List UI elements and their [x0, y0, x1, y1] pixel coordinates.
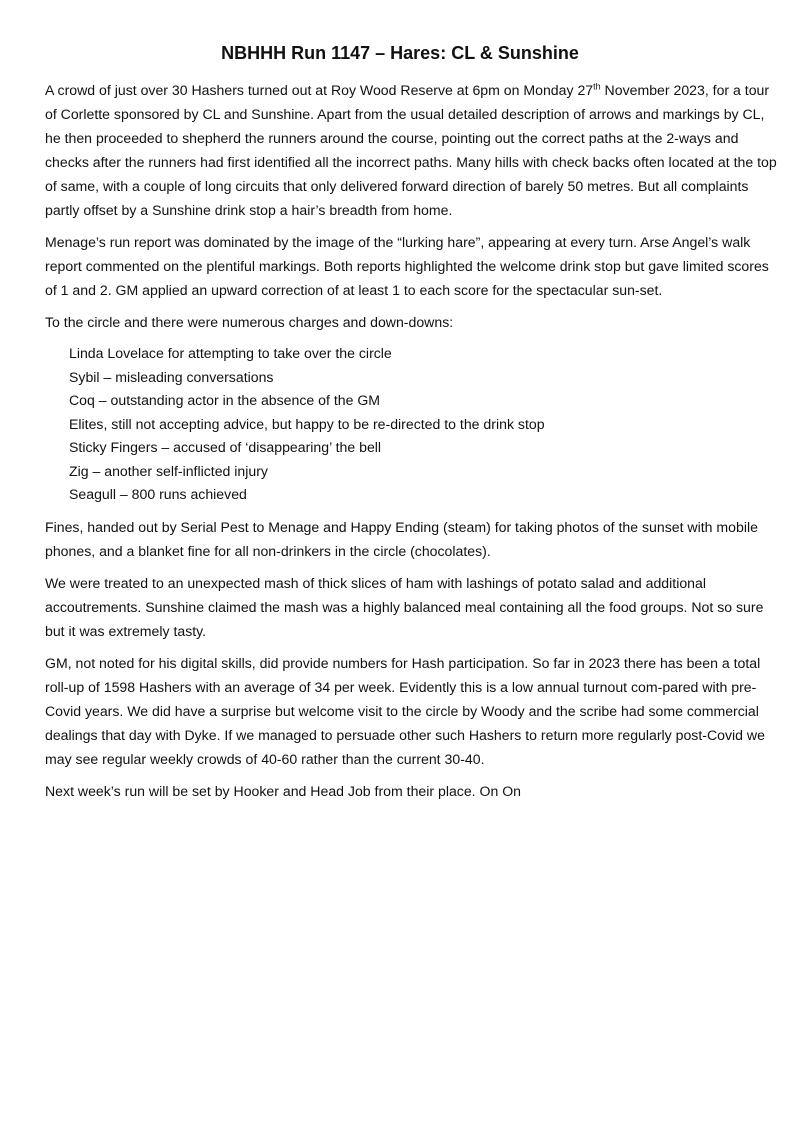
list-item: Seagull – 800 runs achieved	[69, 486, 247, 502]
circle-intro: To the circle and there were numerous charges and down-downs:	[45, 314, 454, 330]
paragraph-run-description	[45, 78, 780, 222]
charges-list	[45, 342, 780, 507]
list-item: Zig – another self-inflicted injury	[69, 462, 268, 479]
paragraph-fines: Fines, handed out by Serial Pest to Menage and Happy Ending (steam) for taking photos of the sunset with mobile phones, and a blanket fine for all non-drinkers in the circle (chocolates).	[45, 518, 758, 559]
document-body	[45, 78, 780, 803]
paragraph-next-run: Next week’s run will be set by Hooker and Head Job from their place. On On	[45, 782, 522, 799]
list-item: Sticky Fingers – accused of ‘disappearing’ the bell	[69, 439, 382, 455]
list-item: Linda Lovelace for attempting to take over the circle	[69, 345, 392, 361]
list-item: Elites, still not accepting advice, but happy to be re-directed to the drink stop	[69, 415, 545, 432]
list-item: Sybil – misleading conversations	[69, 368, 274, 385]
ordinal-suffix: th	[593, 81, 601, 92]
run-description-text-continued: November 2023, for a tour of Corlette sponsored by CL and Sunshine. Apart from the usual detailed description of arrows and markings by CL, he then proceeded to shepherd the runners around the course, pointing out the correct paths at the 2-ways and checks after the runners had first identified all the incorrect paths. Many hills with check backs often located at the top of same, with a couple of long circuits that only delivered forward direction of barely 50 metres. But all complaints partly offset by a Sunshine drink stop a hair’s breadth from home.	[45, 82, 777, 218]
run-description-text: A crowd of just over 30 Hashers turned out at Roy Wood Reserve at 6pm on Monday 27	[45, 82, 594, 98]
document-title: NBHHH Run 1147 – Hares: CL & Sunshine	[221, 43, 579, 63]
paragraph-mash: We were treated to an unexpected mash of thick slices of ham with lashings of potato salad and additional accoutrements. Sunshine claimed the mash was a highly balanced meal containing all the food groups. Not so sure but it was extremely tasty.	[45, 574, 764, 639]
paragraph-reports: Menage’s run report was dominated by the image of the “lurking hare”, appearing at every turn. Arse Angel’s walk report commented on the plentiful markings. Both reports highlighted the welcome drink stop but gave limited scores of 1 and 2. GM applied an upward correction of at least 1 to each score for the spectacular sun-set.	[45, 234, 769, 298]
list-item: Coq – outstanding actor in the absence of the GM	[69, 392, 381, 408]
paragraph-participation: GM, not noted for his digital skills, did provide numbers for Hash participation. So far in 2023 there has been a total roll-up of 1598 Hashers with an average of 34 per week. Evidently this is a low annual turnout com-pared with pre-Covid years. We did have a surprise but welcome visit to the circle by Woody and the scribe had some commercial dealings that day with Dyke. If we managed to persuade other such Hashers to return more regularly post-Covid we may see regular weekly crowds of 40-60 rather than the current 30-40.	[45, 654, 765, 767]
